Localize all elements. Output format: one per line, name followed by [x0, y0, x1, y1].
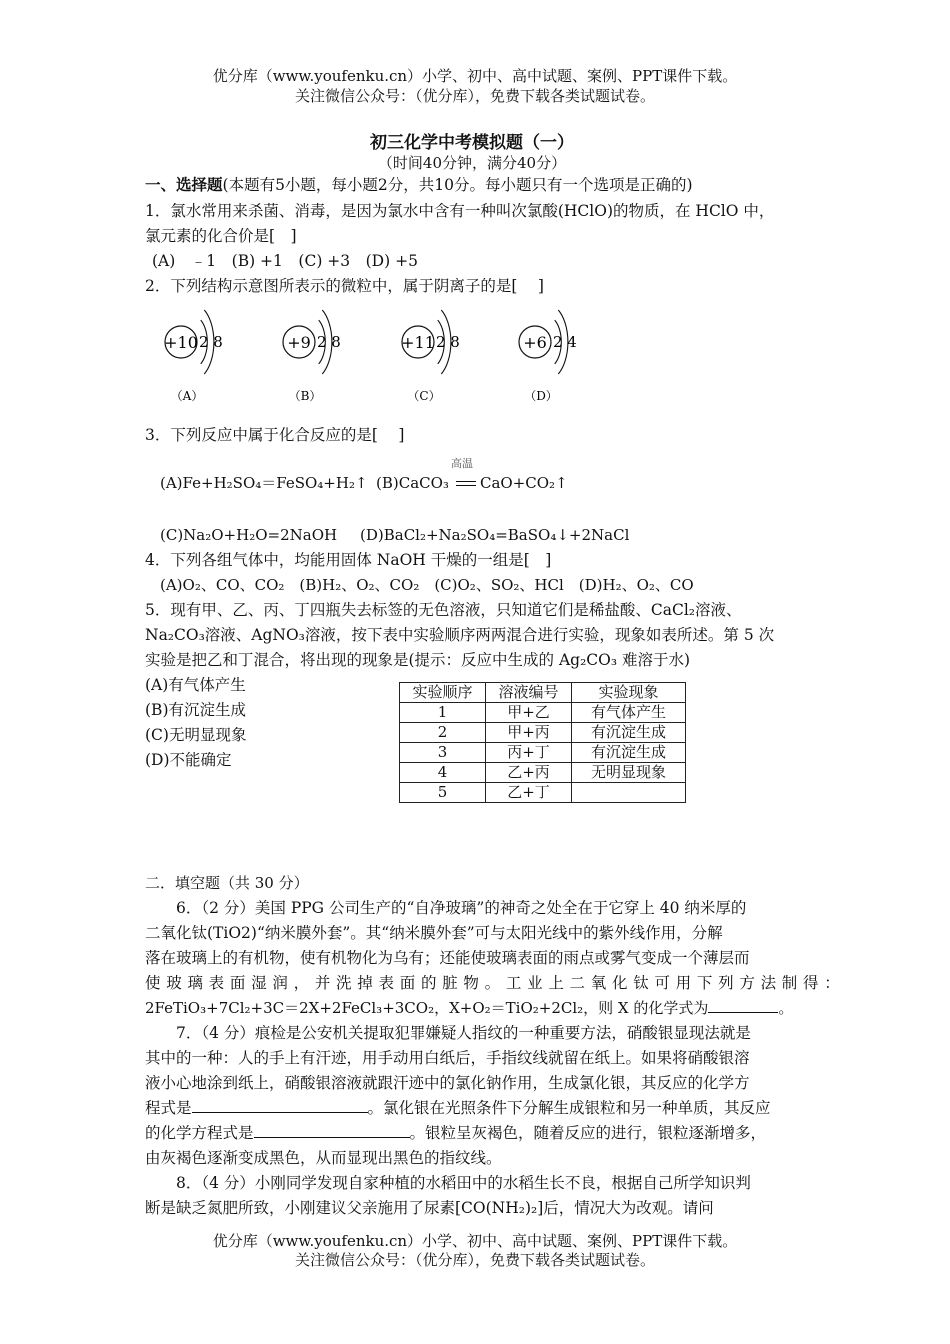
equals-sign-icon: [456, 481, 476, 486]
answer-blank[interactable]: [192, 1098, 368, 1113]
q3-option-d: (D)BaCl₂+Na₂SO₄=BaSO₄↓+2NaCl: [360, 526, 630, 544]
q3-option-b-right: CaO+CO₂↑: [480, 474, 568, 492]
table-cell: [572, 783, 686, 803]
table-row: [400, 723, 686, 743]
section-2-heading: 二．填空题（共 30 分）: [145, 874, 309, 892]
q7-line-4: 程式是 。氯化银在光照条件下分解生成银粒和另一种单质，其反应: [145, 1099, 771, 1117]
answer-blank[interactable]: [708, 998, 778, 1013]
q5-option-d: (D)不能确定: [145, 751, 232, 769]
atom-label: （D）: [524, 389, 558, 403]
table-cell: 4: [400, 763, 486, 783]
table-cell: 有沉淀生成: [572, 723, 686, 743]
table-cell: 无明显现象: [572, 763, 686, 783]
shell-electrons: 2 8: [436, 333, 460, 351]
atom-label: （B）: [288, 389, 322, 403]
q7-line-3: 液小心地涂到纸上，硝酸银溶液就跟汗迹中的氯化钠作用，生成氯化银，其反应的化学方: [145, 1074, 750, 1092]
table-header-row: [400, 683, 686, 703]
answer-blank[interactable]: [254, 1123, 410, 1138]
q3-option-a: (A)Fe+H₂SO₄＝FeSO₄+H₂↑: [160, 474, 368, 492]
atom-diagram: [283, 310, 341, 403]
table-cell: 3: [400, 743, 486, 763]
table-cell: 乙+丁: [486, 783, 572, 803]
page-subtitle: （时间40分钟，满分40分）: [377, 154, 567, 172]
table-header-cell: 实验顺序: [400, 683, 486, 703]
table-cell: 乙+丙: [486, 763, 572, 783]
table-row: [400, 703, 686, 723]
atom-label: （A）: [170, 389, 204, 403]
q8-line-2: 断是缺乏氮肥所致，小刚建议父亲施用了尿素[CO(NH₂)₂]后，情况大为改观。请问: [145, 1199, 714, 1217]
q1-line-2: 氯元素的化合价是[ ]: [145, 227, 297, 245]
q3-reaction-condition: 高温: [451, 457, 473, 470]
q6-line-1: 6．（2 分）美国 PPG 公司生产的“自净玻璃”的神奇之处全在于它穿上 40 纳米厚的: [176, 899, 747, 917]
q5-option-c: (C)无明显现象: [145, 726, 247, 744]
section-1-heading: 一、选择题(本题有5小题，每小题2分，共10分。每小题只有一个选项是正确的): [145, 175, 693, 194]
table-cell: 1: [400, 703, 486, 723]
nucleus-charge: +6: [523, 333, 547, 352]
nucleus-charge: +10: [164, 333, 198, 352]
atom-label: （C）: [407, 389, 441, 403]
page-title: 初三化学中考模拟题（一）: [370, 133, 574, 153]
q3-option-b-left: (B)CaCO₃: [376, 474, 449, 492]
atom-structure-diagrams: [150, 300, 610, 410]
footer-line-1: 优分库（www.youfenku.cn）小学、初中、高中试题、案例、PPT课件下载。: [212, 1232, 738, 1250]
q5-option-b: (B)有沉淀生成: [145, 701, 246, 719]
atom-diagram: [401, 310, 460, 403]
q7-line-5: 的化学方程式是 。银粒呈灰褐色，随着反应的进行，银粒逐渐增多，: [145, 1124, 767, 1142]
table-cell: 甲+丙: [486, 723, 572, 743]
q6-line-3: 落在玻璃上的有机物，使有机物化为乌有；还能使玻璃表面的雨点或雾气变成一个薄层而: [145, 949, 750, 967]
q3-option-c: (C)Na₂O+H₂O=2NaOH: [160, 526, 338, 544]
q6-line-2: 二氧化钛(TiO2)“纳米膜外套”。其“纳米膜外套”可与太阳光线中的紫外线作用，分解: [145, 924, 723, 942]
q1-line-1: 1．氯水常用来杀菌、消毒，是因为氯水中含有一种叫次氯酸(HClO)的物质，在 HClO 中，: [145, 202, 775, 220]
q6-line-5: 2FeTiO₃+7Cl₂+3C＝2X+2FeCl₃+3CO₂，X+O₂＝TiO₂+2Cl₂，则 X 的化学式为 。: [145, 999, 794, 1017]
table-cell: 有气体产生: [572, 703, 686, 723]
table-row: [400, 763, 686, 783]
q1-options: (A) ﹣1 (B) +1 (C) +3 (D) +5: [152, 252, 418, 270]
header-line-1: 优分库（www.youfenku.cn）小学、初中、高中试题、案例、PPT课件下载。: [212, 67, 738, 85]
experiment-table: [399, 682, 686, 803]
nucleus-charge: +9: [287, 333, 311, 352]
footer-line-2: 关注微信公众号：（优分库），免费下载各类试题试卷。: [294, 1251, 655, 1269]
q7-line-2: 其中的一种：人的手上有汗迹，用手动用白纸后，手指纹线就留在纸上。如果将硝酸银溶: [145, 1049, 750, 1067]
shell-electrons: 2 8: [317, 333, 341, 351]
q7-line-1: 7．（4 分）痕检是公安机关提取犯罪嫌疑人指纹的一种重要方法，硝酸银显现法就是: [176, 1024, 751, 1042]
table-cell: 5: [400, 783, 486, 803]
table-header-cell: 溶液编号: [486, 683, 572, 703]
shell-electrons: 2 4: [553, 333, 577, 351]
shell-electrons: 2 8: [199, 333, 223, 351]
q6-line-4: 使 玻 璃 表 面 湿 润 ， 并 洗 掉 表 面 的 脏 物 。 工 业 上 二 氧 化 钛 可 用 下 列 方 法 制 得 ：: [145, 974, 841, 992]
table-row: [400, 783, 686, 803]
q5-line-2: Na₂CO₃溶液、AgNO₃溶液，按下表中实验顺序两两混合进行实验，现象如表所述。第 5 次: [145, 626, 775, 644]
atom-diagram: [519, 310, 577, 403]
q3-stem: 3．下列反应中属于化合反应的是[ ]: [145, 426, 405, 444]
header-line-2: 关注微信公众号：（优分库），免费下载各类试题试卷。: [294, 87, 655, 105]
atom-diagram: [164, 310, 223, 403]
nucleus-charge: +11: [401, 333, 435, 352]
q7-line-6: 由灰褐色逐渐变成黑色，从而显现出黑色的指纹线。: [145, 1149, 502, 1167]
q5-option-a: (A)有气体产生: [145, 676, 246, 694]
table-cell: 丙+丁: [486, 743, 572, 763]
table-cell: 2: [400, 723, 486, 743]
q5-line-1: 5．现有甲、乙、丙、丁四瓶失去标签的无色溶液，只知道它们是稀盐酸、CaCl₂溶液、: [145, 601, 742, 619]
table-header-cell: 实验现象: [572, 683, 686, 703]
q5-line-3: 实验是把乙和丁混合，将出现的现象是(提示：反应中生成的 Ag₂CO₃ 难溶于水): [145, 651, 691, 669]
table-cell: 甲+乙: [486, 703, 572, 723]
q2-stem: 2．下列结构示意图所表示的微粒中，属于阴离子的是[ ]: [145, 277, 544, 295]
q8-line-1: 8．（4 分）小刚同学发现自家种植的水稻田中的水稻生长不良，根据自己所学知识判: [176, 1174, 751, 1192]
q4-stem: 4．下列各组气体中，均能用固体 NaOH 干燥的一组是[ ]: [145, 551, 552, 569]
table-row: [400, 743, 686, 763]
table-cell: 有沉淀生成: [572, 743, 686, 763]
q4-options: (A)O₂、CO、CO₂ (B)H₂、O₂、CO₂ (C)O₂、SO₂、HCl (D)H₂、O₂、CO: [160, 576, 694, 594]
